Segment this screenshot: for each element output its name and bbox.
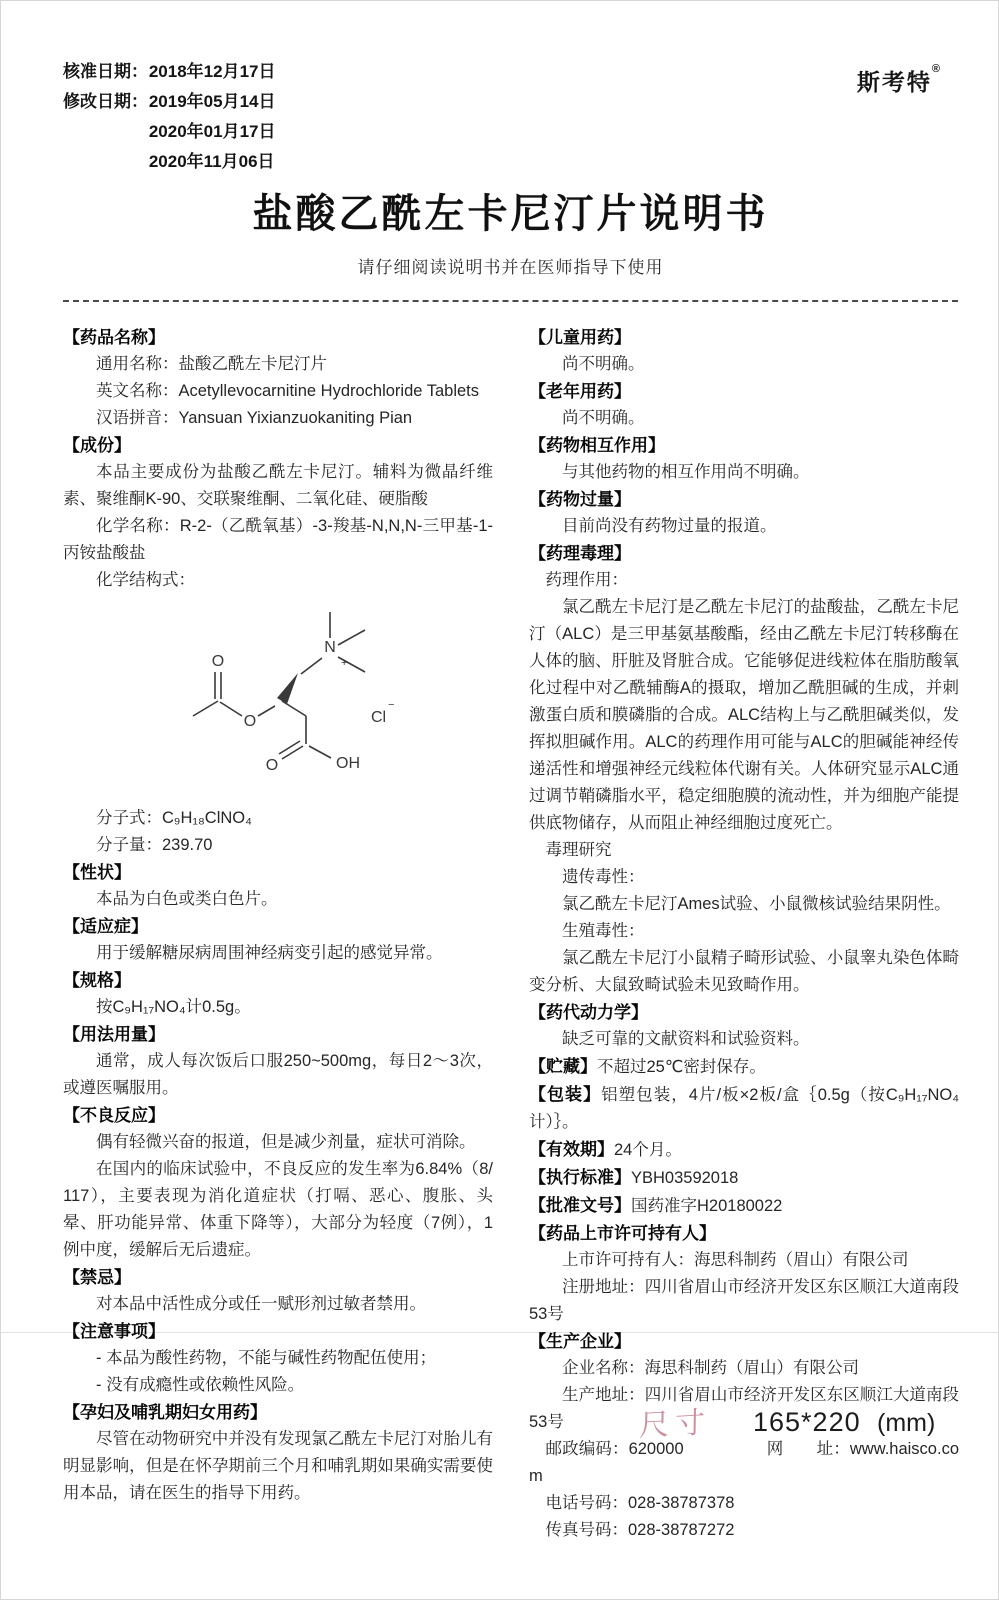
section-heading: 【药品名称】 [63,328,165,347]
paragraph: 电话号码：028-38787378 [545,1494,735,1512]
paragraph: 在国内的临床试验中，不良反应的发生率为6.84%（8/117），主要表现为消化道症状（打嗝、恶心、腹胀、头晕、肝功能异常、体重下降等），大部分为轻度（7例），1例中度，缓解后无后遗症。 [63,1160,493,1259]
sheet-dimensions: 165*220 [753,1407,861,1437]
section-text: 【执行标准】YBH03592018 [529,1168,739,1187]
section-heading: 【用法用量】 [63,1025,165,1044]
inline-section-heading: 【批准文号】 [529,1196,631,1215]
two-column-body [63,324,958,1544]
revision-date-value: 2019年05月14日 [148,92,276,111]
trademark-icon: ® [931,63,940,75]
section-text: 【有效期】24个月。 [529,1140,682,1159]
paragraph: 尽管在动物研究中并没有发现氯乙酰左卡尼汀对胎儿有明显影响，但是在怀孕期前三个月和哺乳期如果确实需要使用本品，请在医生的指导下用药。 [63,1430,493,1502]
section-heading: 【规格】 [63,971,131,990]
section-heading: 【药品上市许可持有人】 [529,1224,716,1243]
page-subtitle: 请仔细阅读说明书并在医师指导下使用 [357,258,664,277]
brand-logo-text: 斯考特 [856,69,932,95]
dashed-divider [63,300,958,302]
paragraph: 对本品中活性成分或任一赋形剂过敏者禁用。 [96,1295,426,1313]
section-heading: 【注意事项】 [63,1322,165,1341]
paragraph: - 没有成瘾性或依赖性风险。 [96,1376,305,1394]
section-heading: 【性状】 [63,863,131,882]
acid-oxygen-label: O [265,757,279,774]
paragraph: 按C₉H₁₇NO₄计0.5g。 [96,998,251,1016]
paragraph: 氯乙酰左卡尼汀Ames试验、小鼠微核试验结果阴性。 [562,895,951,913]
paragraph: 生殖毒性： [562,922,645,940]
paragraph: - 本品为酸性药物，不能与碱性药物配伍使用； [96,1349,437,1367]
inline-section-heading: 【贮藏】 [529,1057,597,1076]
revision-dates-block [63,57,958,177]
paragraph: 上市许可持有人：海思科制药（眉山）有限公司 [562,1251,909,1269]
paragraph: 汉语拼音：Yansuan Yixianzuokaniting Pian [96,409,413,427]
revision-date-row [63,147,958,177]
section-text: 【包装】铝塑包装，4片/板×2板/盒｛0.5g（按C₉H₁₇NO₄计）｝。 [529,1085,959,1131]
minus-charge-label: − [388,699,395,711]
section-heading: 【老年用药】 [529,382,631,401]
nitrogen-label: N [324,639,336,656]
paragraph: 化学名称：R-2-（乙酰氧基）-3-羧基-N,N,N-三甲基-1-丙铵盐酸盐 [63,517,493,562]
section-heading: 【药代动力学】 [529,1003,648,1022]
molecule-diagram [115,600,415,792]
paragraph: 企业名称：海思科制药（眉山）有限公司 [562,1359,859,1377]
section-heading: 【儿童用药】 [529,328,631,347]
paragraph: 缺乏可靠的文献资料和试验资料。 [562,1030,810,1048]
section-heading: 【药物过量】 [529,490,631,509]
handwritten-size-label: 尺寸 [638,1406,712,1443]
section-heading: 【孕妇及哺乳期妇女用药】 [63,1403,267,1422]
leaflet-header [63,57,958,177]
ester-oxygen-label: O [243,713,257,730]
revision-date-value: 2020年11月06日 [148,152,275,171]
paragraph: 本品主要成份为盐酸乙酰左卡尼汀。辅料为微晶纤维素、聚维酮K-90、交联聚维酮、二氧化硅、硬脂酸 [63,463,493,508]
left-column [63,324,493,1544]
paragraph: 尚不明确。 [562,409,645,427]
hydroxyl-label: OH [336,755,360,772]
approval-date-label: 核准日期： [63,62,148,81]
paragraph: 用于缓解糖尿病周围神经病变引起的感觉异常。 [96,944,443,962]
revision-date-label: 修改日期： [63,92,148,111]
section-heading: 【禁忌】 [63,1268,131,1287]
paragraph: 生产地址：四川省眉山市经济开发区东区顺江大道南段53号 [529,1386,959,1431]
plus-charge-label: + [341,657,348,669]
paragraph: 化学结构式： [96,571,195,589]
paragraph: 偶有轻微兴奋的报道，但是减少剂量，症状可消除。 [96,1133,476,1151]
section-heading: 【成份】 [63,436,131,455]
chemical-structure [115,600,493,797]
paragraph: 目前尚没有药物过量的报道。 [562,517,777,535]
brand-logo [857,63,940,97]
paragraph: 注册地址：四川省眉山市经济开发区东区顺江大道南段53号 [529,1278,959,1323]
inline-section-heading: 【执行标准】 [529,1168,631,1187]
revision-date-value: 2020年01月17日 [148,122,276,141]
section-text: 【贮藏】不超过25℃密封保存。 [529,1057,766,1076]
revision-date-row [63,87,958,117]
section-heading: 【药物相互作用】 [529,436,665,455]
paragraph: 药理作用： [545,571,628,589]
paragraph: 遗传毒性： [562,868,645,886]
carbonyl-oxygen-label: O [211,653,225,670]
paragraph: 通用名称：盐酸乙酰左卡尼汀片 [96,355,327,373]
paragraph: 氯乙酰左卡尼汀小鼠精子畸形试验、小鼠睾丸染色体畸变分析、大鼠致畸试验未见致畸作用。 [529,949,959,994]
approval-date-value: 2018年12月17日 [148,62,276,81]
paragraph: 通常，成人每次饭后口服250~500mg，每日2～3次，或遵医嘱服用。 [63,1052,493,1097]
paragraph: 分子量：239.70 [96,836,213,854]
sheet-dimensions-unit: (mm) [877,1409,936,1437]
paragraph: 邮政编码：620000 网 址：www.haisco.com [529,1440,959,1485]
section-heading: 【适应症】 [63,917,148,936]
paragraph: 毒理研究 [545,841,612,859]
revision-date-row [63,117,958,147]
approval-date-row [63,57,958,87]
inline-section-heading: 【包装】 [529,1085,602,1104]
paragraph: 英文名称：Acetyllevocarnitine Hydrochloride Tablets [96,382,480,400]
paragraph: 本品为白色或类白色片。 [96,890,278,908]
page-title: 盐酸乙酰左卡尼汀片说明书 [252,192,769,236]
section-heading: 【生产企业】 [529,1332,631,1351]
inline-section-heading: 【有效期】 [529,1140,614,1159]
right-column [529,324,959,1544]
paragraph: 尚不明确。 [562,355,645,373]
paragraph: 与其他药物的相互作用尚不明确。 [562,463,810,481]
section-heading: 【不良反应】 [63,1106,165,1125]
paragraph: 分子式：C₉H₁₈ClNO₄ [96,809,252,827]
section-heading: 【药理毒理】 [529,544,631,563]
paragraph: 传真号码：028-38787272 [545,1521,735,1539]
paragraph: 氯乙酰左卡尼汀是乙酰左卡尼汀的盐酸盐，乙酰左卡尼汀（ALC）是三甲基氨基酸酯，经由乙酰左卡尼汀转移酶在人体的脑、肝脏及肾脏合成。它能够促进线粒体在脂肪酸氧化过程中对乙酰辅酶A的摄取，增加乙酰胆碱的生成，并刺激蛋白质和膜磷脂的合成。ALC结构上与乙酰胆碱类似，发挥拟胆碱作用。ALC的药理作用可能与ALC的胆碱能神经传递活性和增强神经元线粒体代谢有关。人体研究显示ALC通过调节鞘磷脂水平，稳定细胞膜的流动性，并为细胞产能提供底物储存，从而阻止神经细胞过度死亡。 [529,598,959,832]
section-text: 【批准文号】国药准字H20180022 [529,1196,783,1215]
chloride-label: Cl [371,709,387,726]
